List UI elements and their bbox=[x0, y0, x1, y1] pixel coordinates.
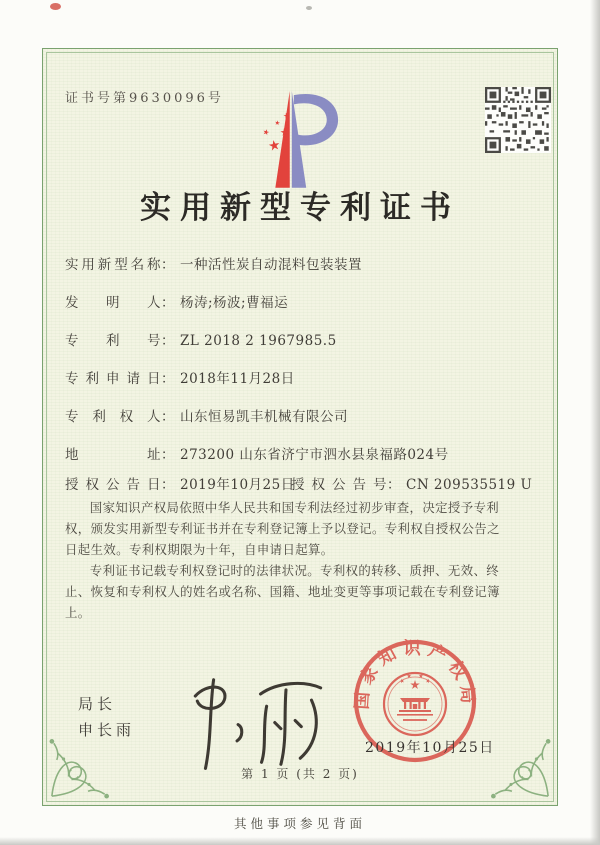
grant-no-group bbox=[291, 473, 532, 493]
director-signature bbox=[181, 667, 339, 775]
grant-row bbox=[65, 473, 533, 493]
field-colon: ： bbox=[387, 477, 401, 493]
signer-title: 局长 bbox=[78, 695, 117, 713]
field-label: 发明人 bbox=[65, 295, 161, 311]
page-indicator: 第 1 页 (共 2 页) bbox=[241, 767, 359, 781]
field-label: 实用新型名称 bbox=[65, 257, 161, 273]
field-row-address bbox=[65, 443, 505, 463]
field-row-patent-no bbox=[65, 329, 505, 349]
field-colon: ： bbox=[161, 477, 175, 493]
field-label: 地址 bbox=[65, 447, 161, 463]
field-value: ZL 2018 2 1967985.5 bbox=[180, 333, 337, 349]
legal-text-block bbox=[65, 497, 503, 623]
field-colon: ： bbox=[161, 333, 175, 349]
scan-edge-shadow-right bbox=[590, 0, 600, 845]
field-colon: ： bbox=[161, 371, 175, 387]
national-emblem-icon bbox=[384, 673, 446, 735]
field-colon: ： bbox=[161, 409, 175, 425]
field-colon: ： bbox=[161, 295, 175, 311]
footer-note: 其他事项参见背面 bbox=[233, 816, 366, 831]
field-row-filing-date bbox=[65, 367, 505, 387]
field-row-inventors bbox=[65, 291, 505, 311]
grant-date-label: 授权公告日 bbox=[65, 477, 161, 493]
legal-paragraph-1: 国家知识产权局依照中华人民共和国专利法经过初步审查，决定授予专利权，颁发实用新型专利证书并在专利登记簿上予以登记。专利权自授权公告之日起生效。专利权期限为十年，自申请日起算。 bbox=[65, 500, 500, 557]
field-value: 杨涛;杨波;曹福运 bbox=[180, 295, 289, 311]
field-value: 山东恒易凯丰机械有限公司 bbox=[180, 409, 348, 425]
field-row-patentee bbox=[65, 405, 505, 425]
corner-flourish-right bbox=[466, 714, 554, 802]
certificate-frame bbox=[42, 48, 558, 806]
signer-name: 申长雨 bbox=[78, 721, 136, 739]
field-label: 专利号 bbox=[65, 333, 161, 349]
field-value: 一种活性炭自动混料包装装置 bbox=[180, 257, 362, 273]
field-row-name bbox=[65, 253, 505, 273]
field-label: 专利权人 bbox=[65, 409, 161, 425]
certificate-number: 证书号第9630096号 bbox=[65, 91, 224, 106]
scan-edge-shadow-bottom bbox=[0, 837, 600, 845]
cnipa-patent-logo-icon bbox=[251, 89, 347, 197]
field-label: 专利申请日 bbox=[65, 371, 161, 387]
scan-artifact-dark bbox=[306, 6, 312, 10]
grant-no-value: CN 209535519 U bbox=[406, 477, 533, 493]
field-value: 2018年11月28日 bbox=[180, 371, 295, 387]
corner-flourish-left bbox=[46, 714, 134, 802]
certificate-title: 实用新型专利证书 bbox=[140, 190, 460, 226]
legal-paragraph-2: 专利证书记载专利权登记时的法律状况。专利权的转移、质押、无效、终止、恢复和专利权人的姓名或名称、国籍、地址变更等事项记载在专利登记簿上。 bbox=[65, 563, 500, 620]
field-colon: ： bbox=[161, 447, 175, 463]
grant-no-label: 授权公告号 bbox=[291, 477, 387, 493]
field-value: 273200 山东省济宁市泗水县泉福路024号 bbox=[180, 447, 449, 463]
qr-code bbox=[485, 87, 551, 153]
seal-arc-text: 国家知识产权局 bbox=[352, 639, 478, 711]
scan-artifact-red bbox=[50, 3, 61, 10]
seal-date: 2019年10月25日 bbox=[365, 740, 495, 756]
grant-date-value: 2019年10月25日 bbox=[180, 477, 295, 493]
field-colon: ： bbox=[161, 257, 175, 273]
